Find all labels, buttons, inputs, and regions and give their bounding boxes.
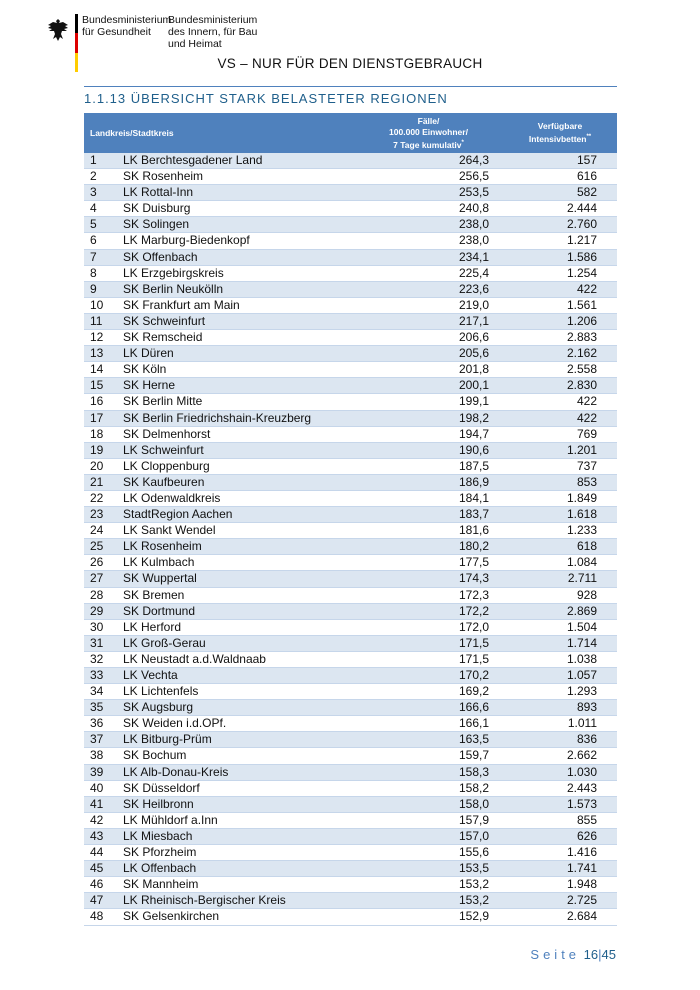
row-region-name: SK Wuppertal <box>117 571 354 587</box>
row-icu-beds: 1.254 <box>503 265 617 281</box>
row-rank: 2 <box>84 169 117 185</box>
row-region-name: LK Bitburg-Prüm <box>117 732 354 748</box>
row-incidence-value: 198,2 <box>354 410 503 426</box>
row-region-name: SK Remscheid <box>117 330 354 346</box>
row-rank: 17 <box>84 410 117 426</box>
row-rank: 34 <box>84 684 117 700</box>
row-incidence-value: 194,7 <box>354 426 503 442</box>
row-region-name: SK Berlin Neukölln <box>117 281 354 297</box>
row-incidence-value: 240,8 <box>354 201 503 217</box>
row-icu-beds: 626 <box>503 828 617 844</box>
row-icu-beds: 1.206 <box>503 313 617 329</box>
row-icu-beds: 836 <box>503 732 617 748</box>
row-incidence-value: 172,3 <box>354 587 503 603</box>
row-icu-beds: 422 <box>503 394 617 410</box>
table-row <box>84 635 617 651</box>
row-rank: 16 <box>84 394 117 410</box>
row-region-name: LK Miesbach <box>117 828 354 844</box>
ministry-health-name: Bundesministerium für Gesundheit <box>82 14 172 38</box>
row-icu-beds: 1.741 <box>503 861 617 877</box>
row-rank: 38 <box>84 748 117 764</box>
row-icu-beds: 2.711 <box>503 571 617 587</box>
row-incidence-value: 153,2 <box>354 877 503 893</box>
column-header-icu-beds: Verfügbare Intensivbetten** <box>503 113 617 153</box>
row-region-name: LK Rottal-Inn <box>117 185 354 201</box>
row-rank: 6 <box>84 233 117 249</box>
page-footer <box>530 947 616 962</box>
row-region-name: LK Groß-Gerau <box>117 635 354 651</box>
row-incidence-value: 158,0 <box>354 796 503 812</box>
table-row <box>84 346 617 362</box>
row-region-name: LK Alb-Donau-Kreis <box>117 764 354 780</box>
row-rank: 7 <box>84 249 117 265</box>
row-icu-beds: 2.162 <box>503 346 617 362</box>
row-incidence-value: 183,7 <box>354 507 503 523</box>
row-icu-beds: 157 <box>503 153 617 169</box>
row-incidence-value: 199,1 <box>354 394 503 410</box>
row-rank: 11 <box>84 313 117 329</box>
row-rank: 21 <box>84 474 117 490</box>
row-incidence-value: 219,0 <box>354 297 503 313</box>
row-region-name: SK Mannheim <box>117 877 354 893</box>
table-row <box>84 587 617 603</box>
row-rank: 45 <box>84 861 117 877</box>
row-incidence-value: 223,6 <box>354 281 503 297</box>
row-incidence-value: 172,0 <box>354 619 503 635</box>
page-number: 16 <box>583 947 599 962</box>
row-incidence-value: 159,7 <box>354 748 503 764</box>
section-divider <box>84 86 617 87</box>
row-icu-beds: 893 <box>503 700 617 716</box>
row-region-name: LK Kulmbach <box>117 555 354 571</box>
table-row <box>84 169 617 185</box>
row-region-name: LK Berchtesgadener Land <box>117 153 354 169</box>
page-total: 45 <box>601 947 616 962</box>
row-incidence-value: 187,5 <box>354 458 503 474</box>
row-rank: 15 <box>84 378 117 394</box>
table-row <box>84 877 617 893</box>
table-row <box>84 861 617 877</box>
row-icu-beds: 1.201 <box>503 442 617 458</box>
row-incidence-value: 264,3 <box>354 153 503 169</box>
row-region-name: SK Duisburg <box>117 201 354 217</box>
row-incidence-value: 186,9 <box>354 474 503 490</box>
table-row <box>84 458 617 474</box>
row-icu-beds: 855 <box>503 812 617 828</box>
row-incidence-value: 205,6 <box>354 346 503 362</box>
row-rank: 40 <box>84 780 117 796</box>
row-region-name: SK Augsburg <box>117 700 354 716</box>
row-rank: 37 <box>84 732 117 748</box>
row-icu-beds: 1.233 <box>503 523 617 539</box>
row-region-name: SK Delmenhorst <box>117 426 354 442</box>
row-region-name: LK Cloppenburg <box>117 458 354 474</box>
row-rank: 12 <box>84 330 117 346</box>
row-icu-beds: 1.618 <box>503 507 617 523</box>
row-region-name: SK Pforzheim <box>117 845 354 861</box>
row-region-name: LK Herford <box>117 619 354 635</box>
row-incidence-value: 157,0 <box>354 828 503 844</box>
row-region-name: LK Rheinisch-Bergischer Kreis <box>117 893 354 909</box>
row-rank: 31 <box>84 635 117 651</box>
table-row <box>84 410 617 426</box>
row-icu-beds: 2.883 <box>503 330 617 346</box>
row-icu-beds: 2.725 <box>503 893 617 909</box>
federal-eagle-icon <box>47 18 69 42</box>
table-row <box>84 185 617 201</box>
row-rank: 18 <box>84 426 117 442</box>
table-row <box>84 796 617 812</box>
row-icu-beds: 1.057 <box>503 668 617 684</box>
row-incidence-value: 225,4 <box>354 265 503 281</box>
row-rank: 19 <box>84 442 117 458</box>
row-incidence-value: 172,2 <box>354 603 503 619</box>
row-incidence-value: 155,6 <box>354 845 503 861</box>
table-row <box>84 555 617 571</box>
row-icu-beds: 2.558 <box>503 362 617 378</box>
page-label: Seite <box>530 947 581 962</box>
table-header-row <box>84 113 617 153</box>
table-row <box>84 330 617 346</box>
row-region-name: SK Düsseldorf <box>117 780 354 796</box>
table-row <box>84 474 617 490</box>
column-header-cases: Fälle/ 100.000 Einwohner/ 7 Tage kumulativ* <box>354 113 503 153</box>
row-region-name: LK Schweinfurt <box>117 442 354 458</box>
row-icu-beds: 422 <box>503 281 617 297</box>
row-incidence-value: 171,5 <box>354 651 503 667</box>
row-rank: 26 <box>84 555 117 571</box>
row-region-name: SK Berlin Mitte <box>117 394 354 410</box>
table-row <box>84 780 617 796</box>
table-row <box>84 571 617 587</box>
row-region-name: LK Lichtenfels <box>117 684 354 700</box>
row-rank: 32 <box>84 651 117 667</box>
row-region-name: SK Rosenheim <box>117 169 354 185</box>
row-rank: 1 <box>84 153 117 169</box>
row-rank: 41 <box>84 796 117 812</box>
row-region-name: LK Neustadt a.d.Waldnaab <box>117 651 354 667</box>
row-region-name: LK Sankt Wendel <box>117 523 354 539</box>
table-row <box>84 539 617 555</box>
row-incidence-value: 158,2 <box>354 780 503 796</box>
row-region-name: SK Herne <box>117 378 354 394</box>
row-icu-beds: 1.504 <box>503 619 617 635</box>
row-icu-beds: 1.084 <box>503 555 617 571</box>
row-icu-beds: 1.849 <box>503 490 617 506</box>
row-icu-beds: 2.684 <box>503 909 617 925</box>
table-row <box>84 812 617 828</box>
table-row <box>84 893 617 909</box>
table-row <box>84 732 617 748</box>
table-row <box>84 684 617 700</box>
table-row <box>84 442 617 458</box>
row-icu-beds: 1.586 <box>503 249 617 265</box>
row-incidence-value: 152,9 <box>354 909 503 925</box>
row-rank: 14 <box>84 362 117 378</box>
table-row <box>84 507 617 523</box>
row-rank: 3 <box>84 185 117 201</box>
table-row <box>84 217 617 233</box>
row-incidence-value: 190,6 <box>354 442 503 458</box>
table-row <box>84 201 617 217</box>
table-row <box>84 249 617 265</box>
table-row <box>84 845 617 861</box>
row-region-name: SK Frankfurt am Main <box>117 297 354 313</box>
row-incidence-value: 238,0 <box>354 233 503 249</box>
row-incidence-value: 200,1 <box>354 378 503 394</box>
row-icu-beds: 2.443 <box>503 780 617 796</box>
row-region-name: SK Bochum <box>117 748 354 764</box>
row-region-name: SK Kaufbeuren <box>117 474 354 490</box>
table-row <box>84 378 617 394</box>
table-row <box>84 426 617 442</box>
row-incidence-value: 157,9 <box>354 812 503 828</box>
table-row <box>84 748 617 764</box>
row-icu-beds: 582 <box>503 185 617 201</box>
row-icu-beds: 1.011 <box>503 716 617 732</box>
table-row <box>84 313 617 329</box>
row-region-name: LK Offenbach <box>117 861 354 877</box>
row-rank: 23 <box>84 507 117 523</box>
row-rank: 39 <box>84 764 117 780</box>
row-rank: 9 <box>84 281 117 297</box>
row-rank: 48 <box>84 909 117 925</box>
row-icu-beds: 1.038 <box>503 651 617 667</box>
row-region-name: SK Dortmund <box>117 603 354 619</box>
row-icu-beds: 2.662 <box>503 748 617 764</box>
row-incidence-value: 206,6 <box>354 330 503 346</box>
row-incidence-value: 169,2 <box>354 684 503 700</box>
section-title: 1.1.13 ÜBERSICHT STARK BELASTETER REGIONEN <box>84 91 448 106</box>
row-region-name: SK Berlin Friedrichshain-Kreuzberg <box>117 410 354 426</box>
row-region-name: SK Bremen <box>117 587 354 603</box>
table-row <box>84 281 617 297</box>
row-region-name: SK Heilbronn <box>117 796 354 812</box>
row-incidence-value: 166,1 <box>354 716 503 732</box>
row-icu-beds: 1.030 <box>503 764 617 780</box>
row-incidence-value: 184,1 <box>354 490 503 506</box>
page-separator: | <box>598 947 602 962</box>
row-icu-beds: 616 <box>503 169 617 185</box>
table-row <box>84 362 617 378</box>
row-icu-beds: 2.444 <box>503 201 617 217</box>
table-row <box>84 700 617 716</box>
table-row <box>84 909 617 925</box>
row-incidence-value: 201,8 <box>354 362 503 378</box>
row-rank: 29 <box>84 603 117 619</box>
classification-notice: VS – NUR FÜR DEN DIENSTGEBRAUCH <box>217 56 483 71</box>
table-row <box>84 153 617 169</box>
row-icu-beds: 1.573 <box>503 796 617 812</box>
row-icu-beds: 1.948 <box>503 877 617 893</box>
row-incidence-value: 238,0 <box>354 217 503 233</box>
table-row <box>84 619 617 635</box>
row-rank: 27 <box>84 571 117 587</box>
row-rank: 13 <box>84 346 117 362</box>
row-incidence-value: 177,5 <box>354 555 503 571</box>
row-icu-beds: 2.760 <box>503 217 617 233</box>
row-region-name: SK Weiden i.d.OPf. <box>117 716 354 732</box>
row-incidence-value: 253,5 <box>354 185 503 201</box>
row-incidence-value: 181,6 <box>354 523 503 539</box>
row-incidence-value: 217,1 <box>354 313 503 329</box>
row-icu-beds: 1.561 <box>503 297 617 313</box>
table-row <box>84 828 617 844</box>
row-icu-beds: 1.293 <box>503 684 617 700</box>
row-icu-beds: 1.217 <box>503 233 617 249</box>
column-header-region: Landkreis/Stadtkreis <box>84 113 354 153</box>
row-icu-beds: 1.416 <box>503 845 617 861</box>
table-row <box>84 490 617 506</box>
row-region-name: SK Gelsenkirchen <box>117 909 354 925</box>
row-region-name: LK Vechta <box>117 668 354 684</box>
row-icu-beds: 853 <box>503 474 617 490</box>
row-rank: 46 <box>84 877 117 893</box>
row-region-name: StadtRegion Aachen <box>117 507 354 523</box>
row-rank: 5 <box>84 217 117 233</box>
row-rank: 47 <box>84 893 117 909</box>
regions-table <box>84 113 617 926</box>
row-incidence-value: 163,5 <box>354 732 503 748</box>
row-rank: 24 <box>84 523 117 539</box>
table-row <box>84 668 617 684</box>
row-rank: 10 <box>84 297 117 313</box>
row-rank: 44 <box>84 845 117 861</box>
row-rank: 28 <box>84 587 117 603</box>
row-incidence-value: 153,2 <box>354 893 503 909</box>
row-rank: 30 <box>84 619 117 635</box>
row-rank: 20 <box>84 458 117 474</box>
row-rank: 22 <box>84 490 117 506</box>
row-rank: 33 <box>84 668 117 684</box>
table-row <box>84 603 617 619</box>
row-incidence-value: 234,1 <box>354 249 503 265</box>
table-row <box>84 764 617 780</box>
row-incidence-value: 153,5 <box>354 861 503 877</box>
row-region-name: SK Köln <box>117 362 354 378</box>
row-region-name: SK Solingen <box>117 217 354 233</box>
row-incidence-value: 180,2 <box>354 539 503 555</box>
row-incidence-value: 158,3 <box>354 764 503 780</box>
row-icu-beds: 618 <box>503 539 617 555</box>
row-incidence-value: 171,5 <box>354 635 503 651</box>
table-row <box>84 651 617 667</box>
table-row <box>84 233 617 249</box>
row-rank: 35 <box>84 700 117 716</box>
table-row <box>84 716 617 732</box>
row-rank: 8 <box>84 265 117 281</box>
row-region-name: LK Mühldorf a.Inn <box>117 812 354 828</box>
row-icu-beds: 1.714 <box>503 635 617 651</box>
row-incidence-value: 170,2 <box>354 668 503 684</box>
ministry-interior-name: Bundesministerium des Innern, für Bau und Heimat <box>168 14 258 50</box>
row-icu-beds: 2.869 <box>503 603 617 619</box>
row-region-name: SK Schweinfurt <box>117 313 354 329</box>
row-rank: 25 <box>84 539 117 555</box>
row-incidence-value: 166,6 <box>354 700 503 716</box>
row-region-name: LK Odenwaldkreis <box>117 490 354 506</box>
row-region-name: LK Rosenheim <box>117 539 354 555</box>
row-rank: 43 <box>84 828 117 844</box>
row-icu-beds: 737 <box>503 458 617 474</box>
table-row <box>84 297 617 313</box>
row-incidence-value: 174,3 <box>354 571 503 587</box>
row-icu-beds: 928 <box>503 587 617 603</box>
row-rank: 36 <box>84 716 117 732</box>
row-incidence-value: 256,5 <box>354 169 503 185</box>
row-icu-beds: 422 <box>503 410 617 426</box>
row-rank: 4 <box>84 201 117 217</box>
row-region-name: LK Marburg-Biedenkopf <box>117 233 354 249</box>
row-icu-beds: 2.830 <box>503 378 617 394</box>
row-region-name: LK Erzgebirgskreis <box>117 265 354 281</box>
table-row <box>84 265 617 281</box>
row-region-name: SK Offenbach <box>117 249 354 265</box>
row-region-name: LK Düren <box>117 346 354 362</box>
row-icu-beds: 769 <box>503 426 617 442</box>
row-rank: 42 <box>84 812 117 828</box>
table-row <box>84 523 617 539</box>
table-row <box>84 394 617 410</box>
